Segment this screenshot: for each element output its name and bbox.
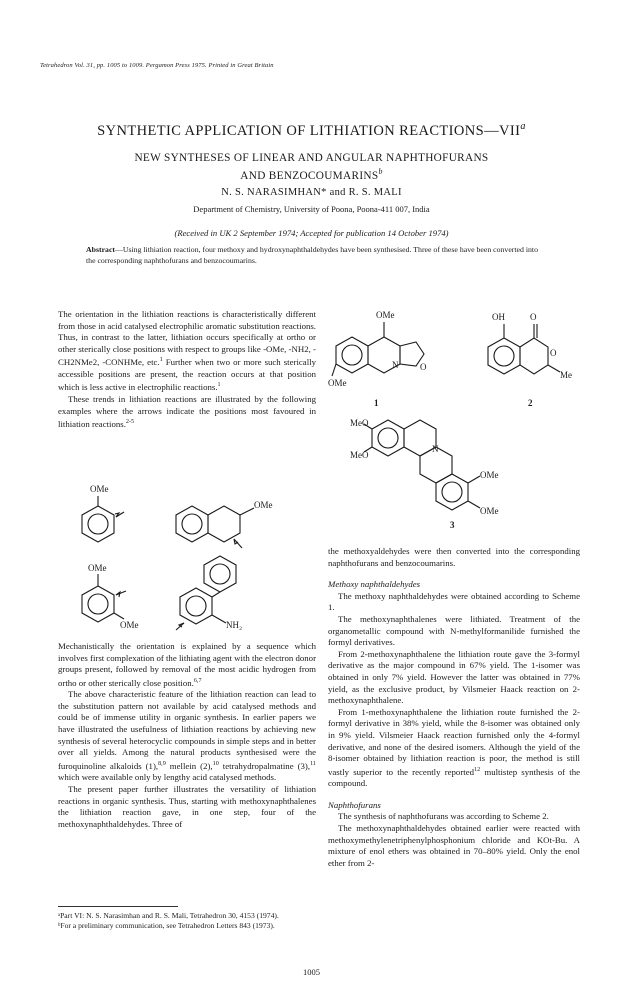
left-column-bottom <box>58 641 316 830</box>
meo-label: MeO <box>350 450 369 460</box>
paragraph: The methoxynaphthaldehydes obtained earlier were reacted with methoxymethylenetriphenylphosphonium chloride and KOt-Bu. A mixture of enol ethers was obtained in 70–80% yield. Only the enol ether from 2- <box>328 822 580 868</box>
article-title <box>0 121 623 140</box>
article-subtitle <box>0 151 623 183</box>
subtitle-line-1: NEW SYNTHESES OF LINEAR AND ANGULAR NAPHTHOFURANS <box>134 152 489 164</box>
section-heading-methoxy-naphthaldehydes: Methoxy naphthaldehydes <box>328 579 421 590</box>
ome-label: OMe <box>90 484 109 494</box>
o-label: O <box>550 348 557 358</box>
title-text: SYNTHETIC APPLICATION OF LITHIATION REACTIONS—VII <box>97 122 521 139</box>
ome-label: OMe <box>480 470 499 480</box>
abstract <box>86 244 538 266</box>
paragraph: The present paper further illustrates the versatility of lithiation reactions in organic synthesis. Thus, starting with methoxynaphthalenes the lithiation reaction gave, in one step, four of the methoxynaphthaldehydes. Three of <box>58 783 316 829</box>
title-note: a <box>520 121 526 132</box>
abstract-label: Abstract <box>86 245 116 254</box>
lithiation-examples-diagram <box>58 478 316 636</box>
right-column <box>328 546 580 869</box>
n-label: N <box>432 444 439 454</box>
ome-label: OMe <box>480 506 499 516</box>
meo-label: MeO <box>350 418 369 428</box>
footnotes <box>58 911 316 930</box>
received-dates: (Received in UK 2 September 1974; Accepted for publication 14 October 1974) <box>174 228 449 238</box>
page-number: 1005 <box>303 967 320 977</box>
ome-label: OMe <box>328 378 347 388</box>
paragraph: the methoxyaldehydes were then converted into the corresponding naphthofurans and benzocoumarins. <box>328 546 580 568</box>
paragraph: The above characteristic feature of the lithiation reaction can lead to the substitution pattern not available by acid catalysed methods and could be of immense utility in organic synthesis. In earlier papers we have illustrated the usefulness of lithiation reactions by achieving new synthesis of several heterocyclic compounds in simple steps and in better over all yields. Among the natural products synthesised were the furoquinoline alkaloids (1),$^{8,9}$ mellein (2),$^{10}$ tetrahydropalmatine (3),$^{11}$ which were available only by lengthy acid catalysed methods. <box>58 689 316 783</box>
paragraph: From 2-methoxynaphthalene the lithiation route gave the 3-formyl derivative as the major compound in 67% yield. The 1-isomer was obtained in only 7% yield. However the latter was obtained in 77% yield, as the exclusive product, by Vilsmeier Haack reaction on 2-methoxynaphthalene. <box>328 648 580 706</box>
paragraph: Mechanistically the orientation is explained by a sequence which involves first complexation of the lithiating agent with the electron donor groups present, followed by removal of the most acidic hydrogen from ortho or other sterically close position.$^{6,7}$ <box>58 641 316 688</box>
paragraph: The orientation in the lithiation reactions is characteristically different from those in acid catalysed electrophilic aromatic substitution reactions. Thus, in contrast to the latter, lithiation occurs specifically at ortho or other sterically close positions with respect to groups like -OMe, -NH2, -CH2NMe2, -CONHMe, etc.$^1$ Further when two or more such sterically accessible positions are present, the reaction occurs at that position which is less active in electrophilic reactions.$^1$ <box>58 309 316 393</box>
subtitle-note: b <box>378 167 383 176</box>
me-label: Me <box>560 370 572 380</box>
compound-label-2: 2 <box>528 398 533 408</box>
natural-products-diagram <box>328 302 580 534</box>
paragraph: The methoxy naphthaldehydes were obtained according to Scheme 1. <box>328 590 580 613</box>
n-label: N <box>392 360 399 370</box>
paragraph: The methoxynaphthalenes were lithiated. Treatment of the organometallic compound with N-methylformanilide furnished the formyl derivatives. <box>328 613 580 648</box>
ome-label: OMe <box>376 310 395 320</box>
abstract-text: —Using lithiation reaction, four methoxy and hydroxynaphthaldehydes have been synthesised. Three of these have been converted into the corresponding naphthofurans and benzocoumarins. <box>86 245 538 265</box>
nh2-label: NH₂ <box>226 620 243 630</box>
compound-label-1: 1 <box>374 398 379 408</box>
footnote-a: ᵃPart VI: N. S. Narasimhan and R. S. Mali, Tetrahedron 30, 4153 (1974). <box>58 911 279 920</box>
authors: N. S. NARASIMHAN* and R. S. MALI <box>221 187 402 198</box>
o-label: O <box>530 312 537 322</box>
oh-label: OH <box>492 312 505 322</box>
ome-label: OMe <box>88 563 107 573</box>
paragraph: From 1-methoxynaphthalene the lithiation route furnished the 2-formyl derivative in 38% yield, while the 8-isomer was obtained only in 9% yield. Vilsmeier Haack reaction furnished only the 4-formyl derivative, and none of the desired isomers. Although the yield of the 8-isomer obtained by lithiation reaction is poor, the method is still vastly superior to the recently reported$^{12}$ multistep synthesis of the compound. <box>328 706 581 789</box>
footnote-rule <box>58 906 178 907</box>
ome-label: OMe <box>120 620 139 630</box>
affiliation: Department of Chemistry, University of Poona, Poona-411 007, India <box>193 204 430 214</box>
compound-label-3: 3 <box>450 520 455 530</box>
paragraph: These trends in lithiation reactions are illustrated by the following examples where the arrows indicate the positions most favoured in lithiation reactions.$^{2-5}$ <box>58 394 316 430</box>
running-head: Tetrahedron Vol. 31, pp. 1005 to 1009. Pergamon Press 1975. Printed in Great Britain <box>40 62 274 69</box>
left-column-top <box>58 309 316 431</box>
footnote-b: ᵇFor a preliminary communication, see Tetrahedron Letters 843 (1973). <box>58 920 275 930</box>
paragraph: The synthesis of naphthofurans was according to Scheme 2. <box>338 811 549 822</box>
ome-label: OMe <box>254 500 273 510</box>
subtitle-line-2: AND BENZOCOUMARINS$^b$ <box>240 167 383 182</box>
o-label: O <box>420 362 427 372</box>
section-heading-naphthofurans: Naphthofurans <box>328 799 381 810</box>
